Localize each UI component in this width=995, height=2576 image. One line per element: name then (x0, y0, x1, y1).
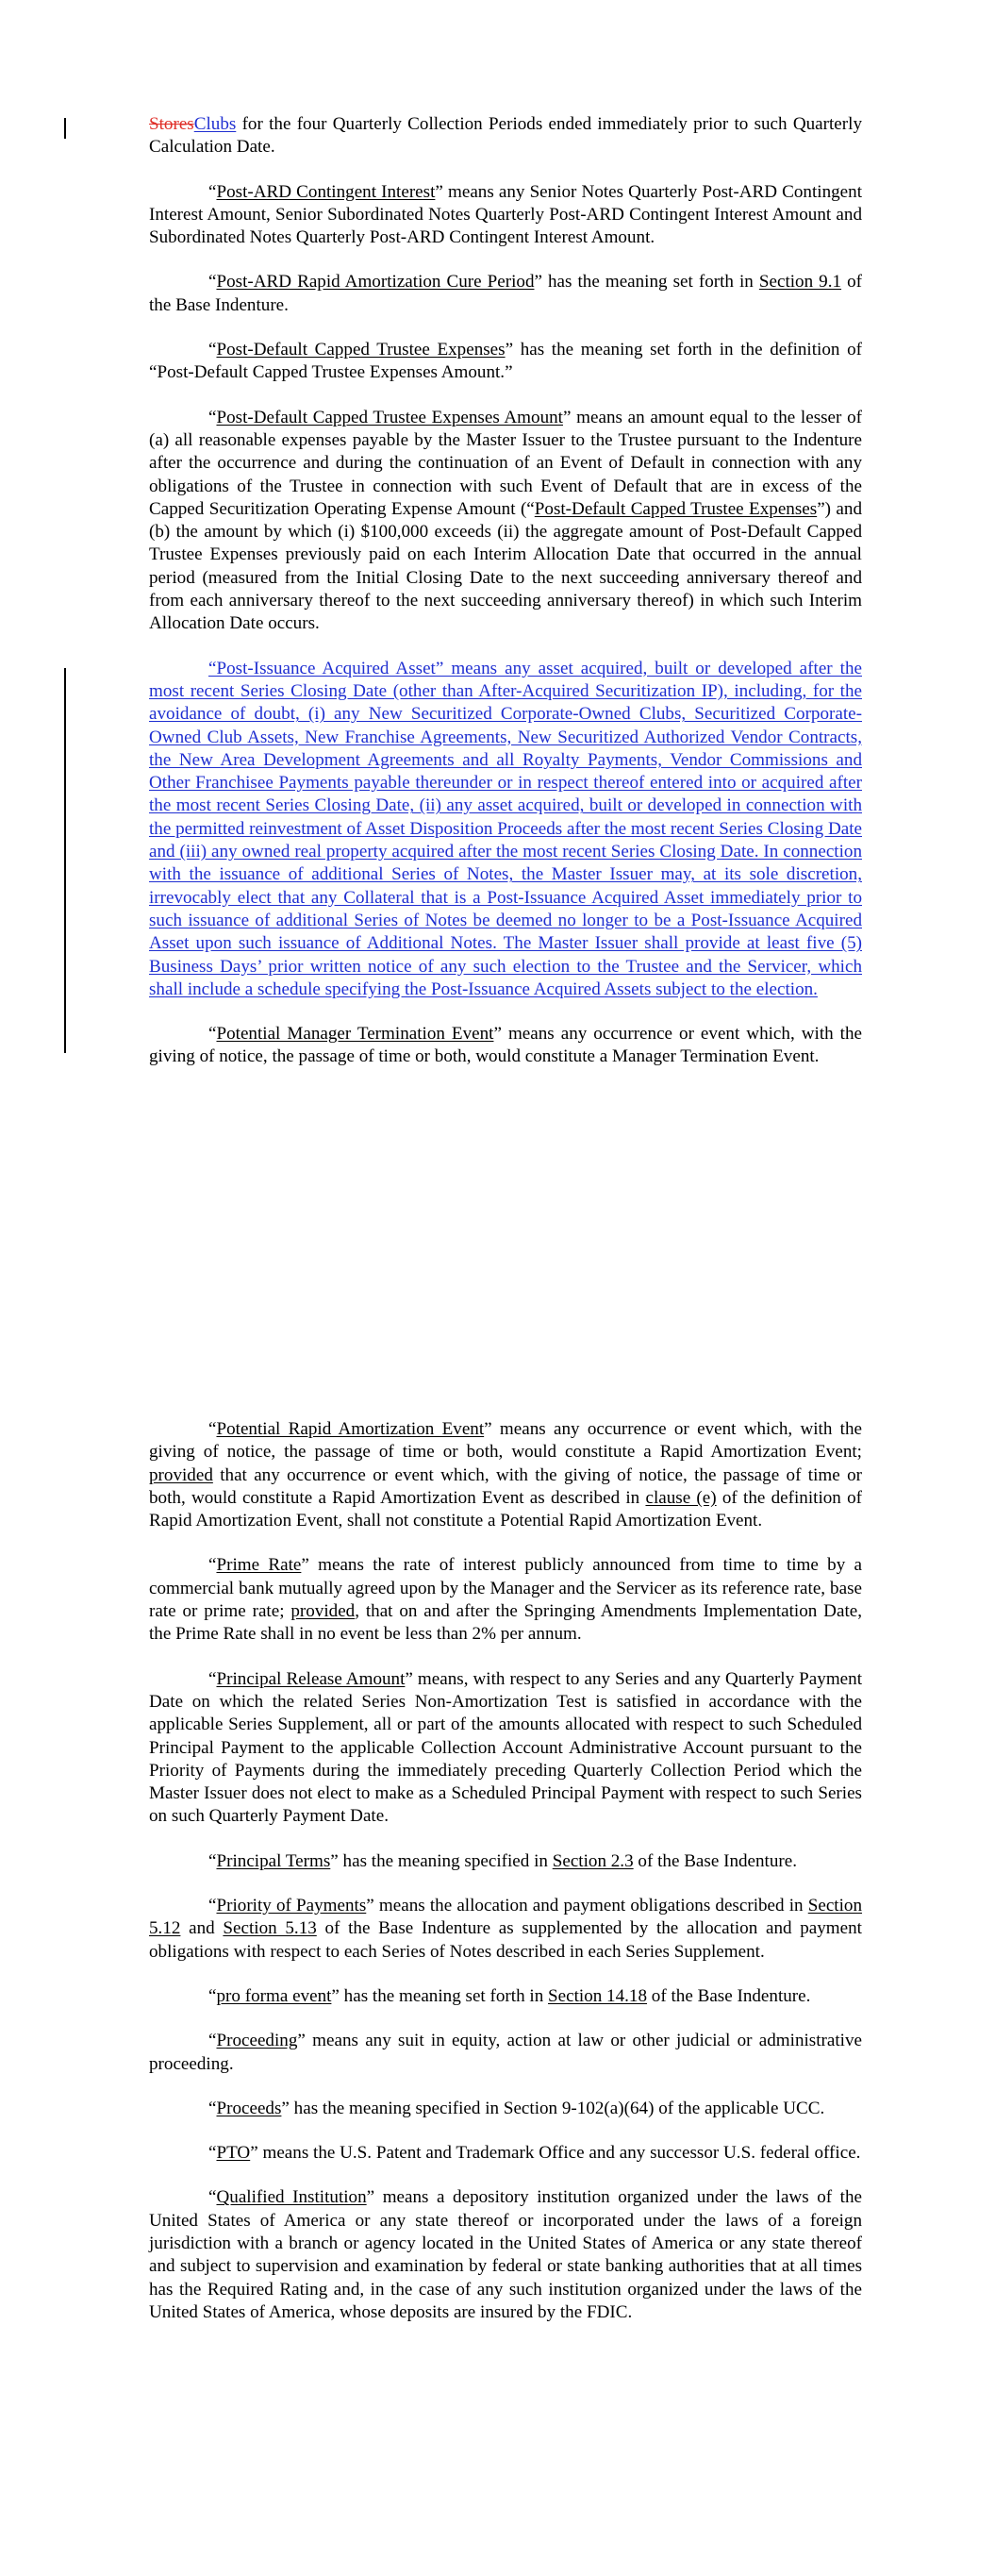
section-reference: Section 9.1 (758, 272, 842, 293)
deleted-text: Stores (149, 114, 194, 134)
defined-term: Post-Default Capped Trustee Expenses (534, 498, 818, 519)
definition-potential-manager-termination-event: “Potential Manager Termination Event” means any occurrence or event which, with the giving of notice, the passage of time or both, would constitute a Manager Termination Event. (149, 1024, 862, 1067)
change-bar-inserted-definition (64, 668, 66, 1053)
definition-proceeds: “Proceeds” has the meaning specified in Section 9-102(a)(64) of the applicable UCC. (208, 2098, 825, 2118)
definition-prime-rate: “Prime Rate” means the rate of interest publicly announced from time to time by a commercial bank mutually agreed upon by the Manager and the Servicer as its reference rate, base rate or prime rate; provided, that on and after the Springing Amendments Implementation Date, the Prime Rate shall in no event be less than 2% per annum. (149, 1555, 863, 1645)
definition-post-default-capped-trustee-expenses-amount: “Post-Default Capped Trustee Expenses Amount” means an amount equal to the lesser of (a) all reasonable expenses payable by the Master Issuer to the Trustee pursuant to the Indenture after the occurrence and during the continuation of an Event of Default in connection with any obligations of the Trustee in connection with such Event of Default that are in excess of the Capped Securitization Operating Expense Amount (“Post-Default Capped Trustee Expenses”) and (b) the amount by which (i) $100,000 exceeds (ii) the aggregate amount of Post-Default Capped Trustee Expenses previously paid on each Interim Allocation Date that occurred in the annual period (measured from the Initial Closing Date to the next succeeding anniversary thereof and from each anniversary thereof to the next succeeding anniversary thereof) in which such Interim Allocation Date occurs. (149, 407, 862, 634)
defined-term: Post-Default Capped Trustee Expenses Amount (216, 407, 563, 427)
paragraph-continuation: StoresClubs for the four Quarterly Collection Periods ended immediately prior to such Quarterly Calculation Date. (149, 114, 862, 158)
definition-post-default-capped-trustee-expenses: “Post-Default Capped Trustee Expenses” has the meaning set forth in the definition of “Post-Default Capped Trustee Expenses Amount.” (149, 340, 862, 383)
definition-post-issuance-acquired-asset-inserted: “Post-Issuance Acquired Asset” means any asset acquired, built or developed after the most recent Series Closing Date (other than After-Acquired Securitization IP), including, for the avoidance of doubt, (i) any New Securitized Corporate-Owned Clubs, Securitized Corporate-Owned Club Assets, New Franchise Agreements, New Securitized Authorized Vendor Contracts, the New Area Development Agreements and all Royalty Payments, Vendor Commissions and Other Franchisee Payments payable thereunder or in respect thereof entered into or acquired after the most recent Series Closing Date, (ii) any asset acquired, built or developed in connection with the permitted reinvestment of Asset Disposition Proceeds after the most recent Series Closing Date and (iii) any owned real property acquired after the most recent Series Closing Date. In connection with the issuance of additional Series of Notes, the Master Issuer may, at its sole discretion, irrevocably elect that any Collateral that is a Post-Issuance Acquired Asset immediately prior to such issuance of additional Series of Notes be deemed no longer to be a Post-Issuance Acquired Asset upon such issuance of Additional Notes. The Master Issuer shall provide at least five (5) Business Days’ prior written notice of any such election to the Trustee and the Servicer, which shall include a schedule specifying the Post-Issuance Acquired Assets subject to the election. (149, 658, 862, 999)
page-lower-section (149, 1418, 862, 2346)
defined-term: Priority of Payments (216, 1896, 367, 1916)
section-reference: Section 5.12 (149, 1896, 863, 1939)
definition-qualified-institution: “Qualified Institution” means a depository institution organized under the laws of the United States of America or any state thereof or incorporated under the laws of a foreign jurisdiction with a branch or agency located in the United States of America or any state thereof and subject to supervision and examination by federal or state banking authorities that at all times has the Required Rating and, in the case of any such institution organized under the laws of the United States of America, whose deposits are insured by the FDIC. (149, 2187, 862, 2322)
defined-term: Proceeding (216, 2031, 298, 2051)
defined-term: PTO (216, 2143, 251, 2164)
definition-principal-terms: “Principal Terms” has the meaning specified in Section 2.3 of the Base Indenture. (208, 1850, 798, 1871)
proviso: provided (290, 1601, 356, 1622)
proviso: provided (149, 1464, 213, 1485)
definition-priority-of-payments: “Priority of Payments” means the allocation and payment obligations described in Section 5.12 and Section 5.13 of the Base Indenture as supplemented by the allocation and payment obligations with respect to each Series of Notes described in each Series Supplement. (149, 1896, 863, 1962)
defined-term: pro forma event (216, 1985, 332, 2006)
definition-post-ard-contingent-interest: “Post-ARD Contingent Interest” means any Senior Notes Quarterly Post-ARD Contingent Interest Amount, Senior Subordinated Notes Quarterly Post-ARD Contingent Interest Amount and Subordinated Notes Quarterly Post-ARD Contingent Interest Amount. (149, 181, 862, 248)
definition-pro-forma-event: “pro forma event” has the meaning set forth in Section 14.18 of the Base Indenture. (208, 1985, 811, 2006)
definition-pto: “PTO” means the U.S. Patent and Trademark Office and any successor U.S. federal office. (208, 2143, 861, 2164)
defined-term: Post-Default Capped Trustee Expenses (216, 340, 506, 360)
defined-term: Principal Terms (216, 1850, 331, 1871)
section-reference: Section 5.13 (223, 1918, 317, 1939)
defined-term: Prime Rate (216, 1555, 302, 1576)
defined-term: Post-ARD Contingent Interest (216, 181, 436, 202)
definition-post-ard-cure-period: “Post-ARD Rapid Amortization Cure Period” has the meaning set forth in Section 9.1 of the Base Indenture. (149, 272, 862, 315)
definition-potential-rapid-amortization-event: “Potential Rapid Amortization Event” means any occurrence or event which, with the giving of notice, the passage of time or both, would constitute a Rapid Amortization Event; provided that any occurrence or event which, with the giving of notice, the passage of time or both, would constitute a Rapid Amortization Event as described in clause (e) of the definition of Rapid Amortization Event, shall not constitute a Potential Rapid Amortization Event. (149, 1419, 863, 1531)
section-reference: Section 14.18 (548, 1985, 648, 2006)
change-bar-top (64, 118, 66, 139)
defined-term: Post-ARD Rapid Amortization Cure Period (216, 272, 535, 293)
defined-term: Proceeds (216, 2098, 282, 2118)
defined-term: Potential Rapid Amortization Event (216, 1419, 485, 1439)
page-upper-section (149, 113, 862, 1091)
clause-reference: clause (e) (645, 1487, 717, 1508)
defined-term: Principal Release Amount (216, 1668, 406, 1689)
definition-principal-release-amount: “Principal Release Amount” means, with respect to any Series and any Quarterly Payment Date on which the related Series Non-Amortization Test is satisfied in accordance with the applicable Series Supplement, all or part of the amounts allocated with respect to such Scheduled Principal Payment to the applicable Collection Account Administrative Account pursuant to the Priority of Payments during the immediately preceding Quarterly Collection Period which the Master Issuer does not elect to make as a Scheduled Principal Payment with respect to such Series on such Quarterly Payment Date. (149, 1668, 863, 1827)
defined-term: Qualified Institution (216, 2187, 367, 2208)
inserted-text: Clubs (193, 114, 237, 134)
defined-term: Potential Manager Termination Event (216, 1024, 494, 1045)
section-reference: Section 2.3 (552, 1850, 634, 1871)
definition-proceeding: “Proceeding” means any suit in equity, action at law or other judicial or administrative proceeding. (149, 2031, 862, 2074)
